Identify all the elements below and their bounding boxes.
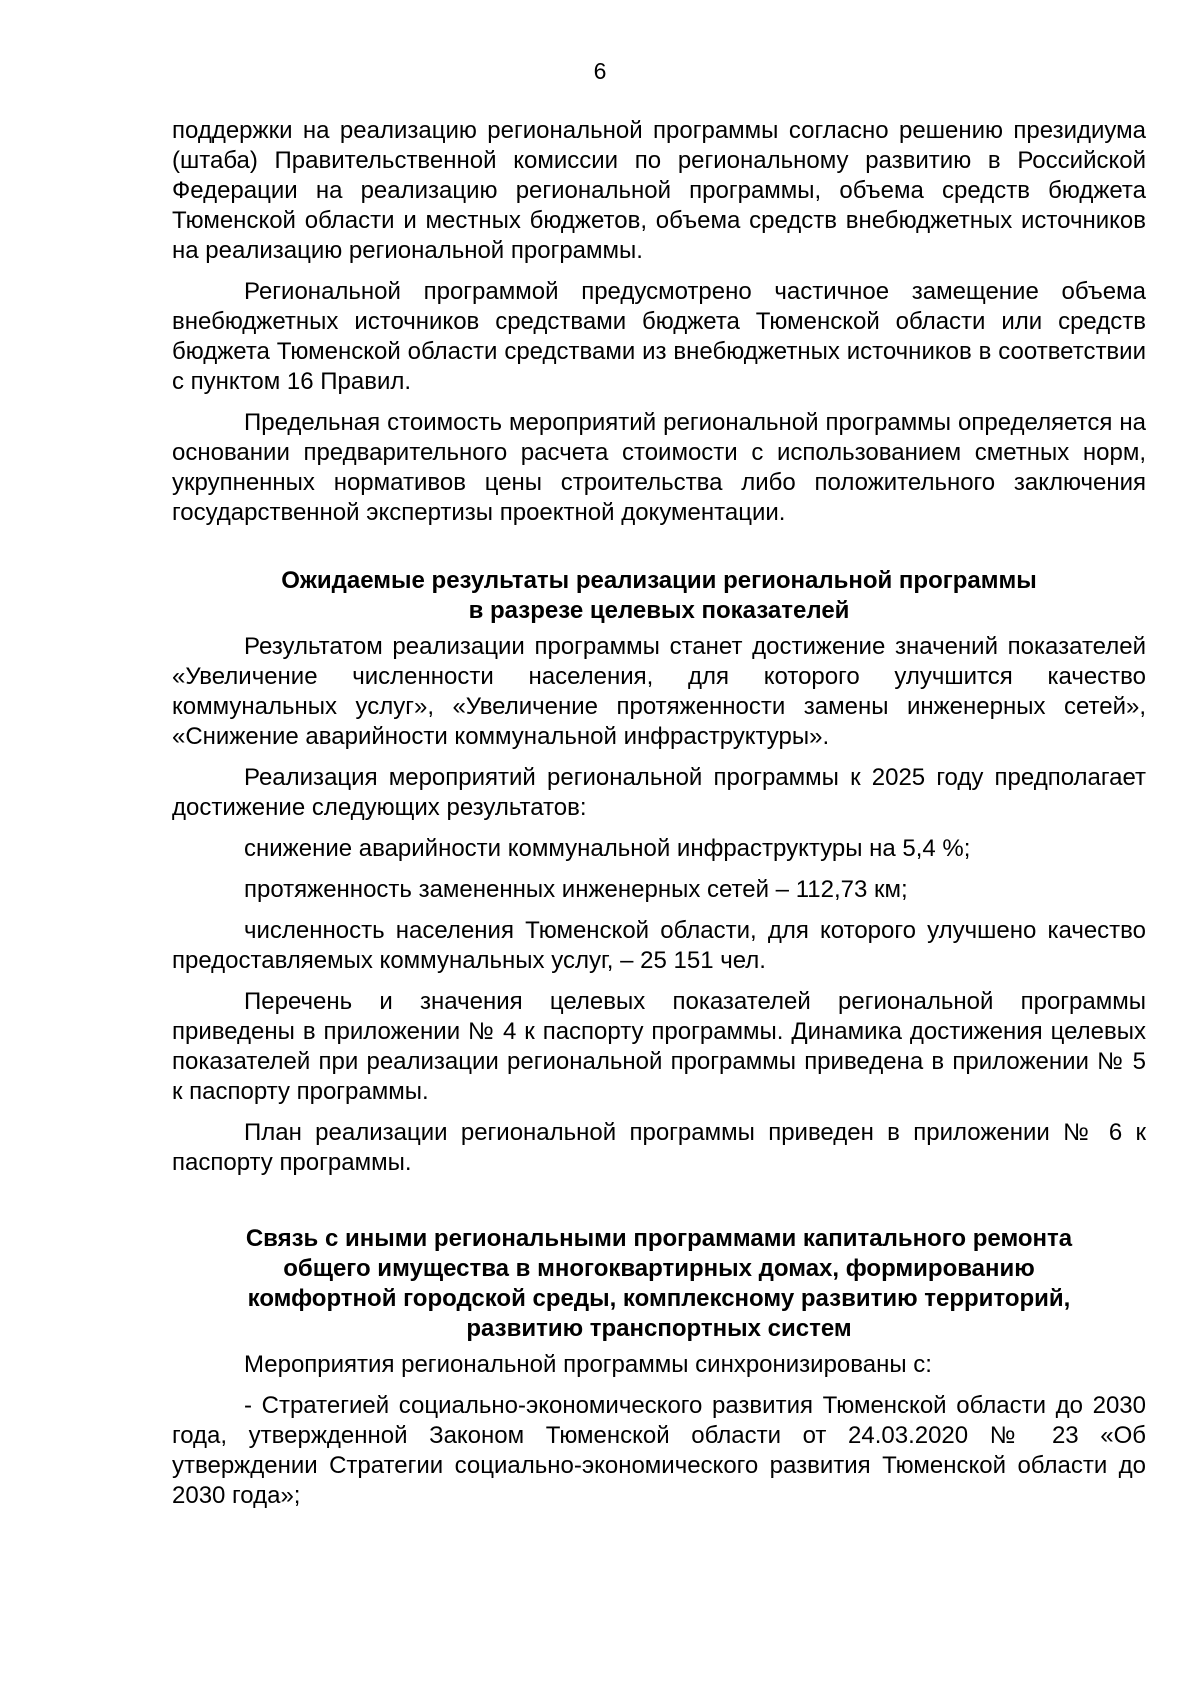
paragraph-intro: Предельная стоимость мероприятий региональной программы определяется на основании предварительного расчета стоимости с использованием сметных норм, укрупненных нормативов цены строительства либо положительного заключения государственной экспертизы проектной документации. [172,409,1146,526]
paragraph-results: Результатом реализации программы станет достижение значений показателей «Увеличение численности населения, для которого улучшится качество коммунальных услуг», «Увеличение протяженности замены инженерных сетей», «Снижение аварийности коммунальной инфраструктуры». [172,633,1146,750]
paragraph-results: Реализация мероприятий региональной программы к 2025 году предполагает достижение следующих результатов: [172,764,1146,821]
paragraph-result-item: снижение аварийности коммунальной инфраструктуры на 5,4 %; [244,835,971,862]
paragraph-intro: Региональной программой предусмотрено частичное замещение объема внебюджетных источников средствами бюджета Тюменской области или средств бюджета Тюменской области средствами из внебюджетных источников в соответствии с пунктом 16 Правил. [172,278,1146,395]
section-heading-line: Связь с иными региональными программами капитального ремонта [245,1225,1073,1252]
paragraph-links: Мероприятия региональной программы синхронизированы с: [244,1351,932,1378]
document-content [172,116,1146,1522]
paragraph-result-item: численность населения Тюменской области, для которого улучшено качество предоставляемых коммунальных услуг, – 25 151 чел. [172,917,1146,974]
paragraph-links-list-item: - Стратегией социально-экономического развития Тюменской области до 2030 года, утвержденной Законом Тюменской области от 24.03.2020 № 23 «Об утверждении Стратегии социально-экономического развития Тюменской области до 2030 года»; [172,1392,1146,1509]
section-heading-line: в разрезе целевых показателей [468,597,850,624]
paragraph-results: Перечень и значения целевых показателей региональной программы приведены в приложении № 4 к паспорту программы. Динамика достижения целевых показателей при реализации региональной программы приведена в приложении № 5 к паспорту программы. [172,988,1146,1105]
section-heading-line: общего имущества в многоквартирных домах, формированию [283,1255,1035,1282]
section-heading-links [172,1224,1146,1344]
section-heading-results [172,566,1146,626]
section-heading-line: Ожидаемые результаты реализации региональной программы [281,567,1037,594]
paragraph-results: План реализации региональной программы приведен в приложении № 6 к паспорту программы. [172,1119,1146,1176]
section-heading-line: развитию транспортных систем [466,1315,852,1342]
paragraph-result-item: протяженность замененных инженерных сетей – 112,73 км; [244,876,908,903]
page-number: 6 [593,58,607,84]
section-heading-line: комфортной городской среды, комплексному развитию территорий, [247,1285,1071,1312]
paragraph-intro-continuation: поддержки на реализацию региональной программы согласно решению президиума (штаба) Правительственной комиссии по региональному развитию в Российской Федерации на реализацию региональной программы, объема средств бюджета Тюменской области и местных бюджетов, объема средств внебюджетных источников на реализацию региональной программы. [172,117,1146,264]
